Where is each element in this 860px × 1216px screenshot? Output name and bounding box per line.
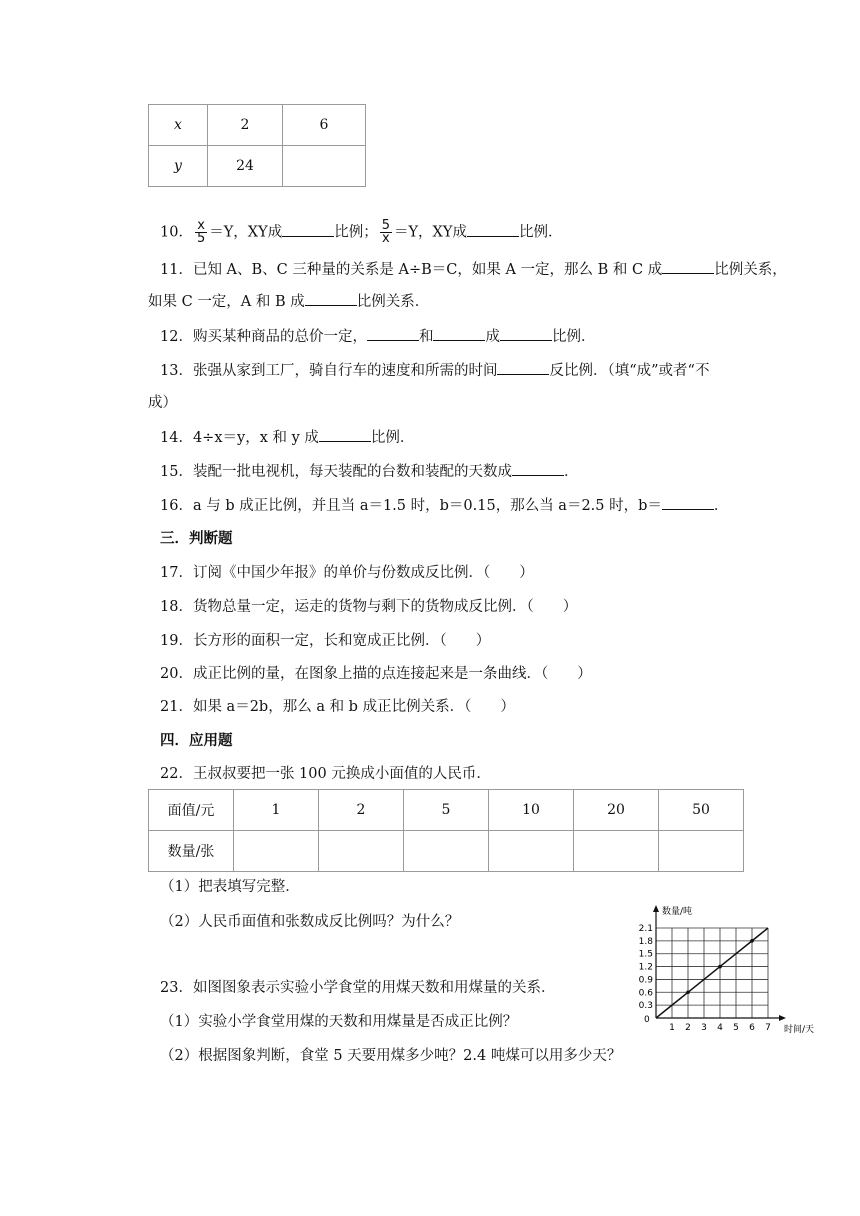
question-text: 比例． [370, 430, 415, 446]
fraction-numerator: x [195, 220, 207, 233]
fraction-5-over-x [380, 220, 392, 245]
judgment-item: 21．如果 a＝2b，那么 a 和 b 成正比例关系．（ ） [160, 699, 515, 715]
table-cell: 10 [489, 790, 574, 831]
answer-cell[interactable] [404, 831, 489, 872]
answer-blank[interactable] [305, 291, 357, 306]
table-cell: 20 [574, 790, 659, 831]
data-point [750, 939, 754, 943]
fraction-x-over-5 [195, 220, 207, 245]
answer-blank[interactable] [500, 326, 552, 341]
y-tick-label: 0.9 [638, 975, 653, 986]
x-tick-label: 3 [701, 1023, 707, 1033]
x-tick-label: 5 [733, 1023, 739, 1033]
x-tick-label: 2 [685, 1023, 691, 1033]
table-cell: 2 [208, 105, 283, 146]
coal-usage-chart [632, 900, 818, 1038]
x-tick-label: 1 [669, 1023, 675, 1033]
table-cell: 1 [234, 790, 319, 831]
question-text: 成 [485, 329, 500, 345]
question-text: 成） [148, 395, 177, 411]
table-cell [283, 146, 366, 187]
question-13-cont [148, 393, 177, 413]
answer-blank[interactable] [662, 495, 714, 510]
answer-blank[interactable] [433, 326, 485, 341]
table-cell: y [149, 146, 208, 187]
question-text: ． [713, 498, 729, 514]
question-22-sub1: （1）把表填写完整． [160, 879, 300, 895]
judgment-item: 20．成正比例的量，在图象上描的点连接起来是一条曲线．（ ） [160, 666, 592, 682]
question-text: 11．已知 A、B、C 三种量的关系是 A÷B＝C，如果 A 一定，那么 B 和 C 成 [160, 262, 663, 278]
question-text: 比例． [518, 224, 563, 241]
question-23-stem: 23．如图图象表示实验小学食堂的用煤天数和用煤量的关系． [160, 980, 556, 996]
question-11 [160, 259, 787, 280]
chart-series [656, 928, 768, 1018]
section-heading-judgment: 三．判断题 [160, 530, 233, 547]
fraction-numerator: 5 [381, 218, 390, 233]
answer-cell[interactable] [319, 831, 404, 872]
judgment-item: 19．长方形的面积一定，长和宽成正比例．（ ） [160, 633, 491, 649]
judgment-item: 17．订阅《中国少年报》的单价与份数成反比例．（ ） [160, 565, 534, 581]
question-text: 16．a 与 b 成正比例，并且当 a＝1.5 时，b＝0.15，那么当 a＝2.5 时，b＝ [160, 498, 662, 514]
question-text: 比例； [334, 224, 378, 241]
question-text: ． [563, 464, 579, 480]
y-axis-label: 数量/吨 [662, 907, 693, 917]
data-point [718, 965, 722, 969]
x-axis-label: 时间/天 [784, 1025, 815, 1035]
question-10 [160, 220, 562, 245]
question-text: 比例关系． [356, 294, 430, 310]
origin-label: 0 [644, 1015, 650, 1025]
answer-blank[interactable] [367, 326, 419, 341]
table-cell: 面值/元 [149, 790, 234, 831]
answer-cell[interactable] [489, 831, 574, 872]
table-row [149, 105, 366, 146]
question-23-sub2: （2）根据图象判断，食堂 5 天要用煤多少吨？2.4 吨煤可以用多少天？ [160, 1048, 622, 1064]
question-11-cont [148, 291, 429, 312]
answer-blank[interactable] [497, 360, 549, 375]
x-tick-label: 7 [765, 1023, 771, 1033]
question-number: 10． [160, 224, 193, 241]
table-row [149, 790, 744, 831]
question-14 [160, 427, 414, 448]
question-text: ＝Y，XY成 [393, 224, 467, 241]
question-text: 和 [418, 329, 434, 345]
y-tick-label: 1.8 [638, 936, 653, 947]
question-23-sub1: （1）实验小学食堂用煤的天数和用煤量是否成正比例？ [160, 1014, 518, 1030]
answer-blank[interactable] [319, 427, 371, 442]
y-axis-arrow [653, 905, 659, 912]
question-22-sub2: （2）人民币面值和张数成反比例吗？为什么？ [160, 914, 460, 930]
question-text: 反比例．（填“成”或者“不 [549, 363, 710, 379]
table-row [149, 146, 366, 187]
data-point [686, 990, 690, 994]
question-22-stem: 22．王叔叔要把一张 100 元换成小面值的人民币． [160, 766, 491, 782]
question-12 [160, 326, 595, 347]
xy-table [148, 104, 366, 187]
table-cell: x [149, 105, 208, 146]
question-text: 14．4÷x＝y，x 和 y 成 [160, 430, 319, 446]
question-text: 如果 C 一定，A 和 B 成 [148, 294, 305, 310]
table-cell: 2 [319, 790, 404, 831]
table-cell: 50 [659, 790, 744, 831]
question-text: ＝Y，XY成 [209, 224, 283, 241]
table-cell: 6 [283, 105, 366, 146]
judgment-item: 18．货物总量一定，运走的货物与剩下的货物成反比例．（ ） [160, 599, 578, 615]
y-tick-label: 0.3 [638, 1001, 653, 1012]
y-tick-label: 1.5 [638, 949, 653, 960]
question-text: 13．张强从家到工厂，骑自行车的速度和所需的时间 [160, 363, 498, 379]
fraction-denominator: 5 [196, 231, 206, 246]
table-cell: 24 [208, 146, 283, 187]
y-tick-label: 2.1 [638, 924, 653, 934]
question-text: 比例关系， [714, 262, 787, 278]
fraction-denominator: x [381, 231, 390, 246]
answer-cell[interactable] [234, 831, 319, 872]
answer-blank[interactable] [662, 259, 714, 274]
table-cell: 5 [404, 790, 489, 831]
question-text: 比例． [551, 329, 596, 345]
question-16 [160, 495, 728, 516]
x-axis-arrow [779, 1015, 786, 1021]
y-tick-label: 1.2 [638, 962, 653, 973]
answer-cell[interactable] [659, 831, 744, 872]
section-heading-application: 四．应用题 [160, 732, 233, 749]
table-cell: 数量/张 [149, 831, 234, 872]
x-tick-label: 6 [749, 1023, 755, 1033]
answer-blank[interactable] [282, 222, 334, 237]
question-13 [160, 360, 709, 381]
denomination-table [148, 789, 744, 872]
answer-cell[interactable] [574, 831, 659, 872]
table-row [149, 831, 744, 872]
question-text: 12．购买某种商品的总价一定， [160, 329, 367, 345]
answer-blank[interactable] [467, 222, 519, 237]
question-text: 15．装配一批电视机，每天装配的台数和装配的天数成 [160, 464, 512, 480]
question-15 [160, 461, 578, 482]
y-tick-label: 0.6 [638, 988, 653, 999]
answer-blank[interactable] [512, 461, 564, 476]
x-tick-label: 4 [717, 1023, 723, 1033]
